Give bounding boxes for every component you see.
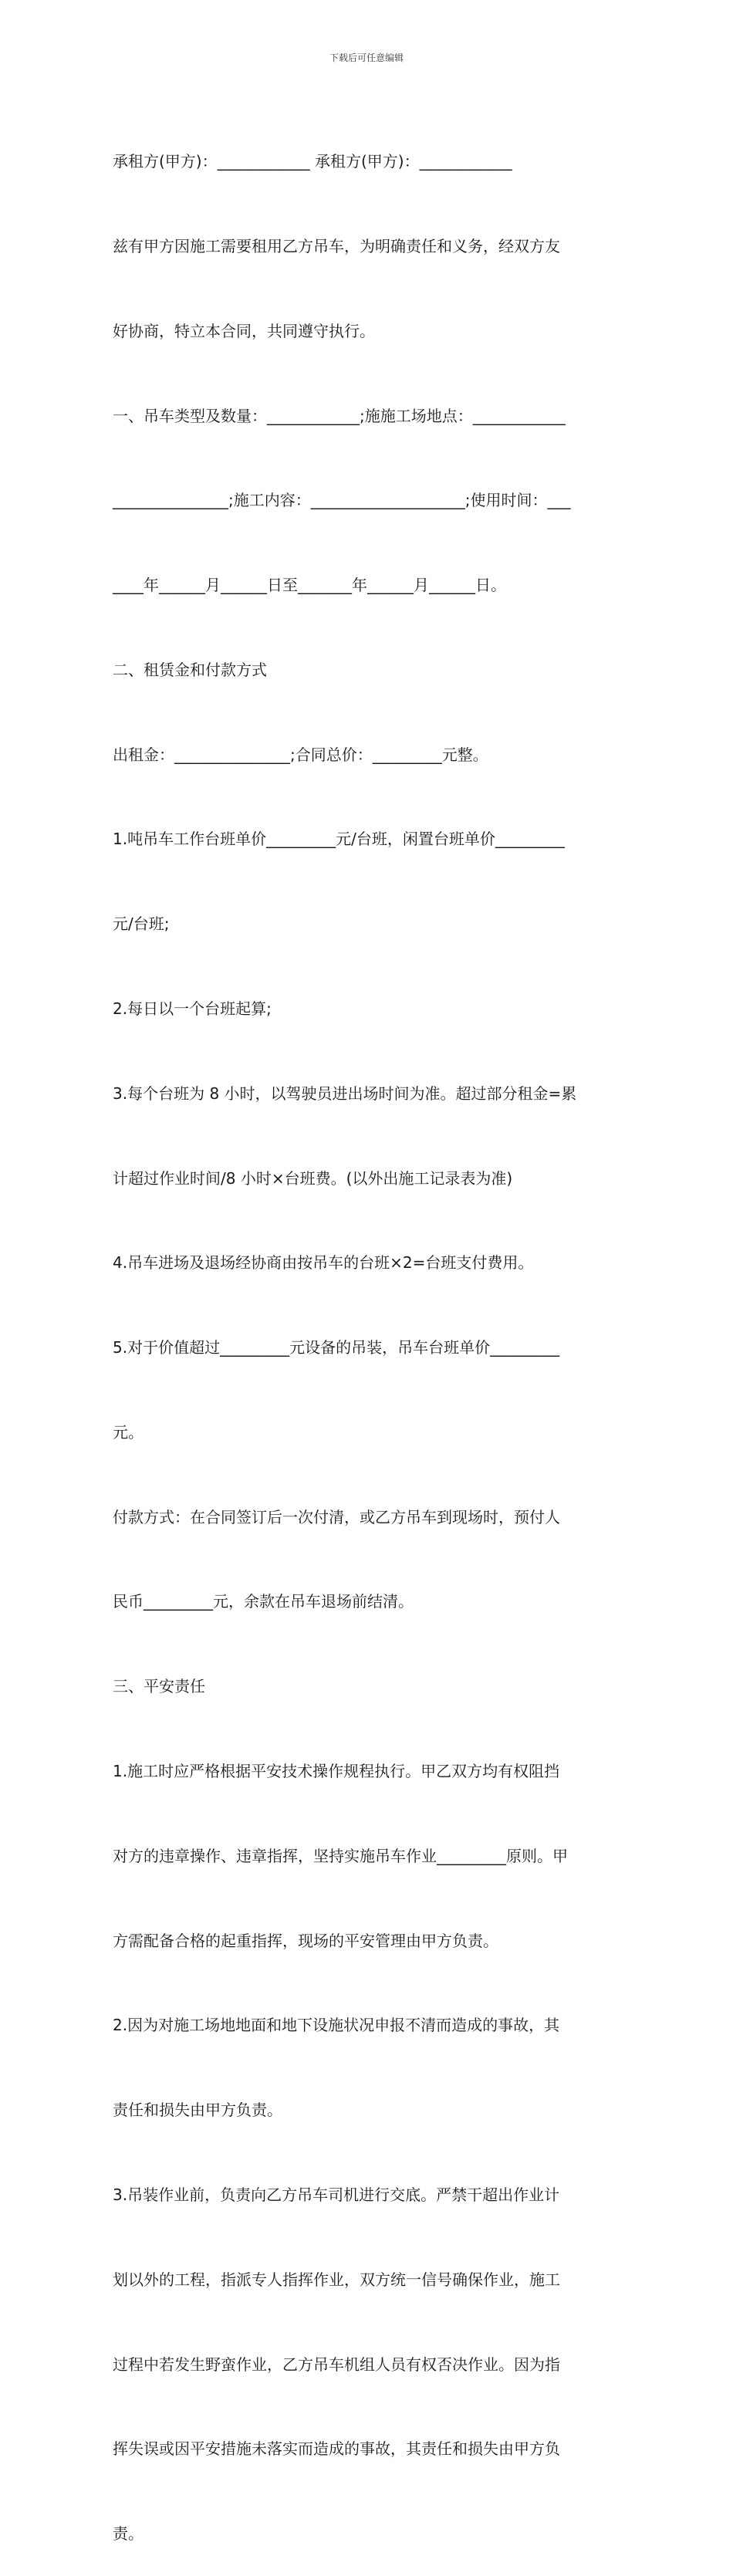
text-line: 3.吊装作业前，负责向乙方吊车司机进行交底。严禁干超出作业计 [113, 2185, 560, 2204]
text-line: 1.吨吊车工作台班单价_________元/台班，闲置台班单价_________ [113, 830, 565, 849]
text-line: 1.施工时应严格根据平安技术操作规程执行。甲乙双方均有权阻挡 [113, 1762, 560, 1781]
page-header: 下载后可任意编辑 [329, 52, 404, 63]
text-line: 民币_________元，余款在吊车退场前结清。 [113, 1592, 414, 1611]
text-line: 付款方式：在合同签订后一次付清，或乙方吊车到现场时，预付人 [113, 1507, 560, 1526]
text-line: 划以外的工程，指派专人指挥作业，双方统一信号确保作业，施工 [113, 2270, 560, 2289]
text-line: 5.对于价值超过_________元设备的吊装，吊车台班单价_________ [113, 1338, 560, 1357]
text-line: ____年______月______日至_______年______月______日。 [113, 576, 506, 595]
text-line: 好协商，特立本合同，共同遵守执行。 [113, 321, 375, 340]
text-line: 责。 [113, 2524, 144, 2544]
text-line: 元。 [113, 1422, 144, 1442]
section-heading: 二、租赁金和付款方式 [113, 660, 267, 679]
section-heading: 三、平安责任 [113, 1677, 205, 1696]
text-line: 方需配备合格的起重指挥，现场的平安管理由甲方负责。 [113, 1931, 498, 1950]
contract-body [113, 91, 623, 2576]
text-line: 兹有甲方因施工需要租用乙方吊车，为明确责任和义务，经双方友 [113, 236, 560, 255]
text-line: 2.每日以一个台班起算; [113, 999, 272, 1018]
text-line: 过程中若发生野蛮作业，乙方吊车机组人员有权否决作业。因为指 [113, 2355, 560, 2374]
text-line: 责任和损失由甲方负责。 [113, 2101, 282, 2120]
text-line: 挥失误或因平安措施未落实而造成的事故，其责任和损失由甲方负 [113, 2439, 560, 2459]
text-line: 出租金：_______________;合同总价：_________元整。 [113, 745, 488, 764]
text-line: 承租方(甲方)：____________ 承租方(甲方)：____________ [113, 152, 512, 171]
text-line: 4.吊车进场及退场经协商由按吊车的台班×2=台班支付费用。 [113, 1253, 534, 1273]
text-line: 计超过作业时间/8 小时×台班费。(以外出施工记录表为准) [113, 1168, 513, 1188]
text-line: 2.因为对施工场地地面和地下设施状况申报不清而造成的事故，其 [113, 2016, 560, 2035]
text-line: 元/台班; [113, 914, 170, 934]
text-line: 3.每个台班为 8 小时，以驾驶员进出场时间为准。超过部分租金=累 [113, 1083, 577, 1103]
text-line: 对方的违章操作、违章指挥，坚持实施吊车作业_________原则。甲 [113, 1846, 568, 1865]
text-line: 一、吊车类型及数量：____________;施施工场地点：____________ [113, 406, 566, 425]
text-line: _______________;施工内容：____________________;使用时间：___ [113, 491, 571, 510]
